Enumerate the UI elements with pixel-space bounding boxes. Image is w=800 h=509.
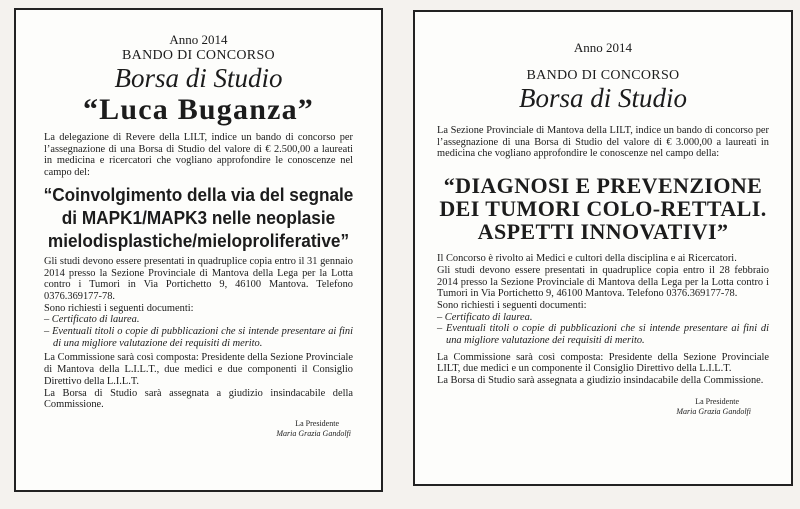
submission-paragraph: Gli studi devono essere presentati in quadruplice copia entro il 28 febbraio 2014 presso la Sezione Provinciale di Mantova della Lega per la Lotta contro i Tumori in Via Portichetto 9, 46100 Mantova. Telefono 0376.369177-78. <box>437 264 769 300</box>
commission-paragraph: La Commissione sarà così composta: Presidente della Sezione Provinciale di Mantova della L.I.L.T., due medici e due componenti il Consiglio Direttivo della L.I.L.T. <box>44 352 353 387</box>
study-topic <box>22 183 375 252</box>
borsa-heading: Borsa di Studio <box>114 63 283 93</box>
signature-role: La Presidente <box>295 418 339 428</box>
document-item-2: – Eventuali titoli o copie di pubblicazioni che si intende presentare ai fini di una migliore valutazione dei requisiti di merito. <box>44 326 353 349</box>
document-item-1: – Certificato di laurea. <box>44 314 140 326</box>
topic-line-3: mielodisplastiche/mieloproliferative” <box>47 229 350 251</box>
signature-name: Maria Grazia Gandolfi <box>276 428 351 438</box>
intro-paragraph: La delegazione di Revere della LILT, indice un bando di concorso per l’assegnazione di una Borsa di Studio del valore di € 2.500,00 a laureati in medicina e ricercatori che vogliano approfondire le conoscenze nel campo del: <box>44 132 353 179</box>
submission-paragraph: Gli studi devono essere presentati in quadruplice copia entro il 31 gennaio 2014 presso la Sezione Provinciale di Mantova della Lega per la Lotta contro i Tumori in Via Portichetto 9, 46100 Mantova. Telefono 0376.369177-78. <box>44 255 353 302</box>
documents-heading: Sono richiesti i seguenti documenti: <box>44 302 194 314</box>
body-text <box>44 132 353 179</box>
scholarship-name: “Luca Buganza” <box>82 93 314 126</box>
announcement-right <box>413 10 793 486</box>
announcement-left <box>14 8 383 492</box>
commission-paragraph: La Commissione sarà così composta: Presidente della Sezione Provinciale LILT, due medici e un componente il Consiglio Direttivo della L.I.L.T. <box>437 351 769 375</box>
signature-block <box>415 397 751 417</box>
documents-heading: Sono richiesti i seguenti documenti: <box>437 299 587 311</box>
topic-line-1: “DIAGNOSI E PREVENZIONE <box>443 173 763 199</box>
year: Anno 2014 <box>169 32 228 47</box>
document-item-2: – Eventuali titoli o copie di pubblicazioni che si intende presentare ai fini di una migliore valutazione dei requisiti di merito. <box>437 323 769 347</box>
study-topic <box>421 174 785 243</box>
topic-line-2: DEI TUMORI COLO-RETTALI. <box>439 196 767 222</box>
signature-name: Maria Grazia Gandolfi <box>676 406 751 416</box>
assignment-paragraph: La Borsa di Studio sarà assegnata a giudizio insindacabile della Commissione. <box>437 375 764 387</box>
topic-line-3: ASPETTI INNOVATIVI” <box>477 219 729 245</box>
assignment-paragraph: La Borsa di Studio sarà assegnata a giudizio insindacabile della Commissione. <box>44 387 353 411</box>
signature-role: La Presidente <box>695 396 739 406</box>
body-text <box>437 125 769 160</box>
body-text-2 <box>44 256 353 411</box>
borsa-heading: Borsa di Studio <box>518 83 687 113</box>
bando-heading: BANDO DI CONCORSO <box>526 68 680 83</box>
bando-heading: BANDO DI CONCORSO <box>122 48 275 63</box>
document-item-1: – Certificato di laurea. <box>437 311 533 323</box>
year: Anno 2014 <box>573 40 633 55</box>
body-text-2 <box>437 253 769 387</box>
intro-paragraph: La Sezione Provinciale di Mantova della LILT, indice un bando di concorso per l’assegnazione di una Borsa di Studio del valore di € 3.000,00 a laureati in medicina che vogliano approfondire le conoscenze nel campo della: <box>437 125 769 160</box>
topic-line-1: “Coinvolgimento della via del segnale <box>43 183 354 205</box>
topic-line-2: di MAPK1/MAPK3 nelle neoplasie <box>61 206 336 228</box>
signature-block <box>16 419 351 439</box>
eligibility-paragraph: Il Concorso è rivolto ai Medici e cultori della disciplina e ai Ricercatori. <box>437 253 737 265</box>
